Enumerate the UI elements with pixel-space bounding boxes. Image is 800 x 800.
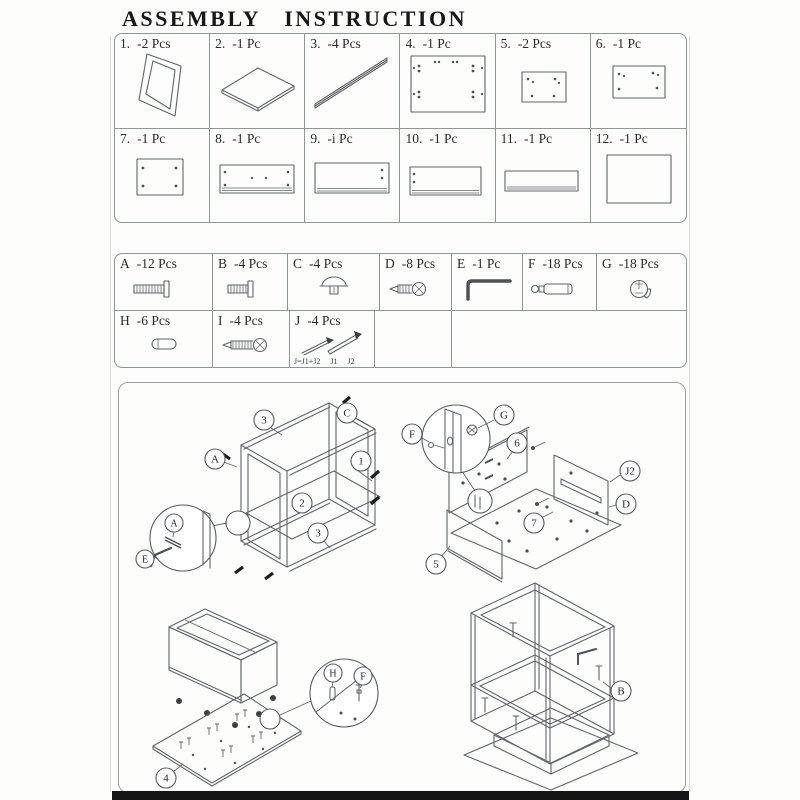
- part-label: 3. -4 Pcs: [310, 36, 361, 51]
- hardware-cell-empty-1: [375, 311, 452, 367]
- parts-table: [114, 33, 687, 223]
- svg-text:D: D: [622, 498, 630, 511]
- medium-panel-with-holes-drawing: [595, 50, 681, 120]
- part-label: 9. -i Pc: [310, 131, 353, 146]
- thin-strip-panel-drawing: [500, 145, 586, 215]
- wood-screw-icon: [380, 272, 452, 306]
- hardware-table: [114, 253, 687, 368]
- short-bolt-icon: [214, 272, 286, 306]
- part-cell-9: [305, 129, 400, 223]
- callout-rail-bottom: [308, 523, 330, 548]
- long-bolt-icon: [128, 272, 200, 306]
- part-cell-5: [496, 34, 591, 128]
- part-label: 1. -2 Pcs: [120, 36, 171, 51]
- hardware-cell-C: [288, 254, 380, 310]
- flat-top-panel-drawing: [214, 50, 300, 120]
- svg-text:F: F: [408, 428, 416, 441]
- part-label: 12. -1 Pc: [595, 131, 648, 146]
- side-frame-panel-drawing: [119, 50, 205, 120]
- part-label: 11. -1 Pc: [500, 131, 553, 146]
- mushroom-knob-icon: [298, 272, 370, 306]
- assembly-step-2-drawer: [402, 405, 640, 582]
- part-label: 2. -1 Pc: [215, 36, 261, 51]
- long-panel-with-holes-drawing: [214, 145, 300, 215]
- part-label: 4. -1 Pc: [405, 36, 451, 51]
- part-cell-6: [591, 34, 686, 128]
- svg-text:C: C: [343, 407, 351, 420]
- parts-row-1: [115, 34, 686, 129]
- scan-edge-left: [110, 36, 111, 792]
- part-label: 6. -1 Pc: [595, 36, 642, 51]
- large-panel-with-holes-drawing: [405, 50, 491, 120]
- svg-text:H: H: [329, 668, 337, 680]
- part-cell-4: [400, 34, 495, 128]
- plain-panel-drawing: [595, 145, 681, 215]
- callout-bolt-a: [205, 449, 237, 469]
- hardware-cell-A: [115, 254, 213, 310]
- part-cell-2: [210, 34, 305, 128]
- part-label: 8. -1 Pc: [215, 131, 261, 146]
- cam-bolt-icon: [524, 272, 596, 306]
- part-cell-7: [115, 129, 210, 223]
- scan-edge-right: [689, 36, 690, 792]
- hardware-label: A -12 Pcs: [120, 256, 177, 271]
- hardware-cell-J: [290, 311, 375, 367]
- hardware-cell-D: [380, 254, 452, 310]
- svg-text:2: 2: [299, 497, 305, 510]
- hardware-label: B -4 Pcs: [218, 256, 268, 271]
- callout-bottom-7: [524, 513, 544, 533]
- hardware-label: G -18 Pcs: [602, 256, 659, 271]
- hardware-label: C -4 Pcs: [293, 256, 343, 271]
- svg-text:E: E: [141, 554, 149, 566]
- svg-text:4: 4: [163, 772, 169, 785]
- part-cell-3: [305, 34, 400, 128]
- hardware-row-1: [115, 254, 686, 311]
- svg-text:6: 6: [514, 437, 520, 450]
- svg-text:G: G: [500, 409, 508, 422]
- wooden-dowel-icon: [128, 329, 200, 361]
- hardware-label: E -1 Pc: [457, 256, 501, 271]
- page-title: ASSEMBLY INSTRUCTION: [122, 6, 467, 31]
- svg-text:A: A: [170, 518, 178, 530]
- callout-side-1: [351, 451, 372, 481]
- assembly-step-1-frame: [136, 397, 380, 579]
- scan-footer-bar: [112, 791, 689, 800]
- hardware-label: I -4 Pcs: [218, 313, 263, 328]
- part-cell-8: [210, 129, 305, 223]
- allen-key-icon: [452, 272, 524, 306]
- callout-bolt-b: [603, 681, 631, 701]
- assembly-diagrams-section: [118, 382, 686, 793]
- part-cell-10: [400, 129, 495, 223]
- part-label: 10. -1 Pc: [405, 131, 458, 146]
- drawer-slide-rails-icon: [292, 329, 372, 355]
- rail-formula-note: J=J1+J2 J1 J2: [294, 357, 355, 366]
- hardware-cell-B: [213, 254, 288, 310]
- assembly-diagrams-drawing: [119, 383, 685, 792]
- callout-front-5: [426, 546, 450, 574]
- part-cell-11: [496, 129, 591, 223]
- hardware-label: D -8 Pcs: [385, 256, 436, 271]
- part-cell-12: [591, 129, 686, 223]
- svg-text:1: 1: [358, 455, 364, 468]
- hardware-cell-H: [115, 311, 213, 367]
- hardware-cell-E: [452, 254, 523, 310]
- callout-screw-d: [609, 494, 636, 514]
- long-panel-left-holes-drawing: [405, 145, 491, 215]
- long-support-rail-drawing: [309, 50, 395, 120]
- callout-back-panel-6: [507, 433, 527, 459]
- hardware-row-2: [115, 311, 686, 367]
- hardware-cell-empty-2: [452, 311, 686, 367]
- part-label: 7. -1 Pc: [120, 131, 166, 146]
- part-label: 5. -2 Pcs: [500, 36, 552, 51]
- hardware-cell-I: [213, 311, 290, 367]
- svg-text:A: A: [211, 453, 219, 466]
- svg-text:B: B: [617, 685, 625, 698]
- small-panel-with-holes-drawing: [500, 50, 586, 120]
- hardware-cell-F: [523, 254, 597, 310]
- small-panel-four-holes-drawing: [119, 145, 205, 215]
- svg-text:3: 3: [261, 414, 267, 427]
- hardware-label: F -18 Pcs: [528, 256, 583, 271]
- callout-rail-top: [254, 410, 282, 435]
- svg-text:J2: J2: [625, 465, 635, 478]
- callout-base-4: [156, 764, 183, 788]
- callout-rail-j2: [610, 461, 640, 482]
- svg-text:3: 3: [315, 527, 321, 540]
- svg-text:7: 7: [531, 517, 537, 530]
- assembly-step-3-base: [153, 609, 378, 788]
- svg-text:F: F: [360, 671, 366, 683]
- hardware-cell-G: [597, 254, 686, 310]
- parts-row-2: [115, 129, 686, 223]
- callout-shelf-2: [292, 493, 312, 513]
- long-screw-icon: [215, 329, 287, 361]
- assembly-step-4-cabinet: [464, 583, 638, 790]
- hardware-label: J -4 Pcs: [295, 313, 341, 328]
- hardware-label: H -6 Pcs: [120, 313, 171, 328]
- part-cell-1: [115, 34, 210, 128]
- cam-lock-icon: [606, 272, 678, 306]
- svg-text:5: 5: [433, 558, 439, 571]
- long-panel-right-holes-drawing: [309, 145, 395, 215]
